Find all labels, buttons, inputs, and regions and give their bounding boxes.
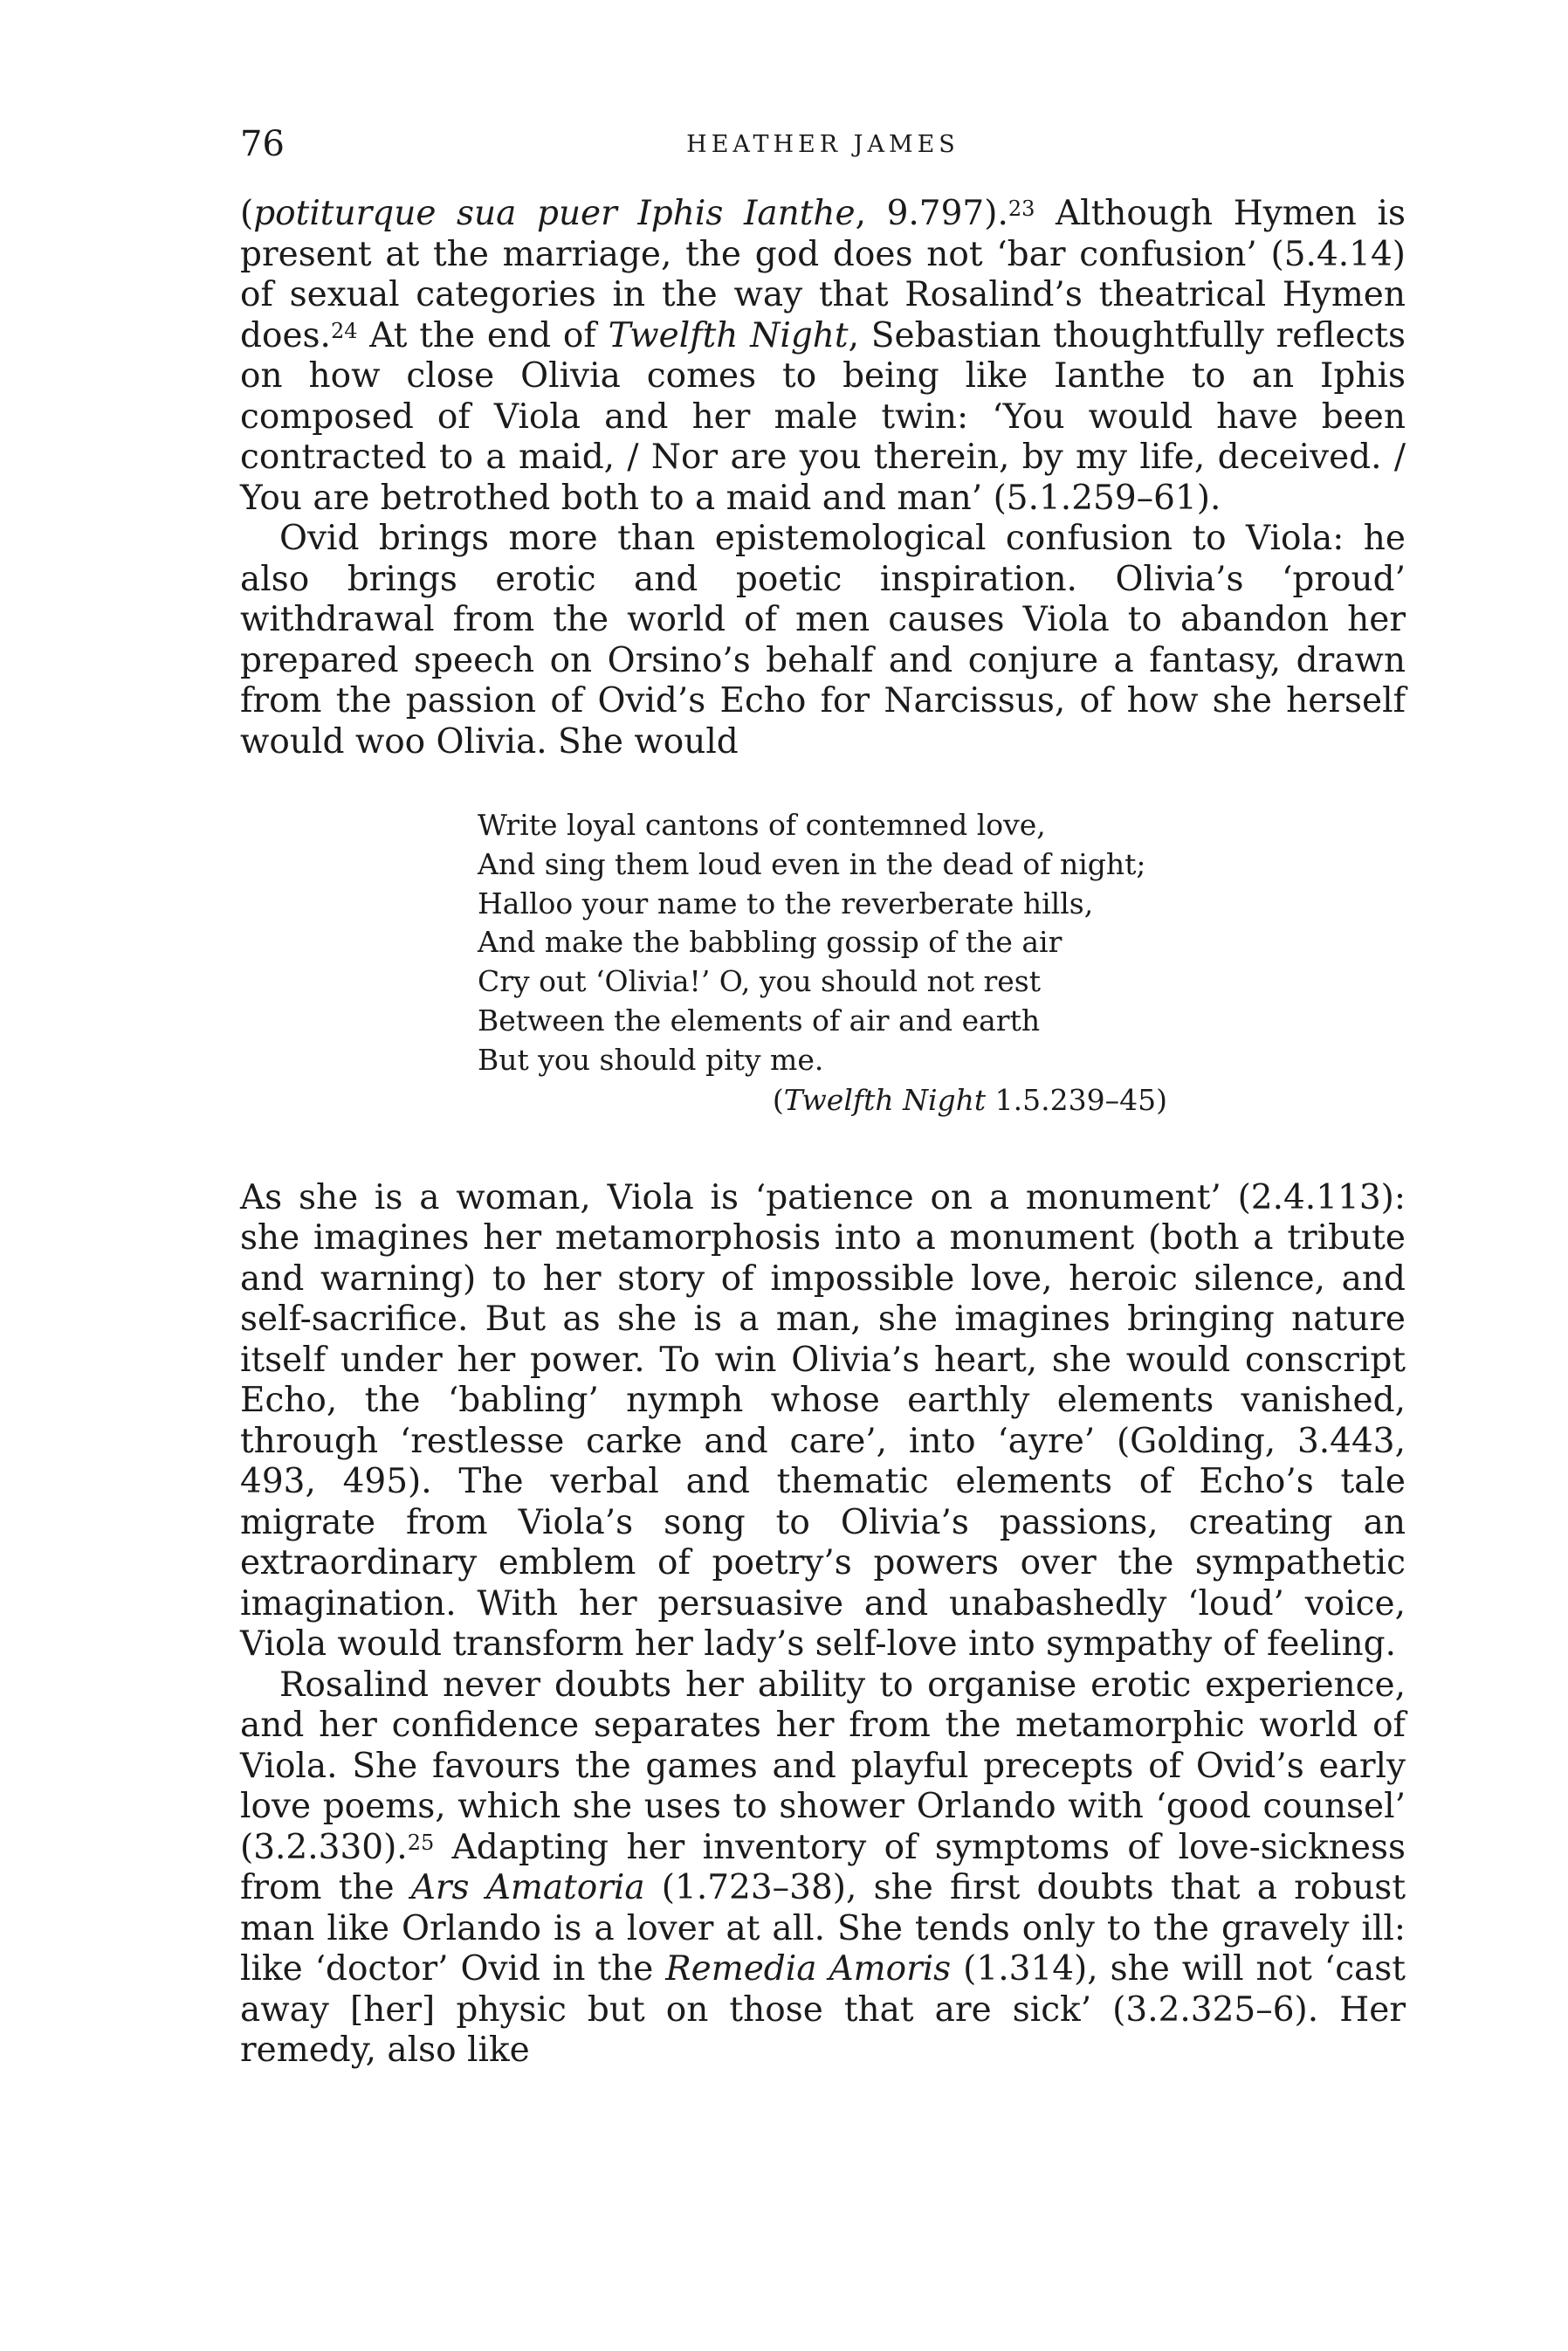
verse-line: And sing them loud even in the dead of night;	[478, 846, 1146, 881]
verse-line: Between the elements of air and earth	[478, 1003, 1041, 1038]
verse-line: Cry out ‘Olivia!’ O, you should not rest	[478, 964, 1041, 999]
footnote-ref-25: 25	[407, 1830, 435, 1855]
paragraph-2: Ovid brings more than epistemological confusion to Viola: he also brings erotic and poetic inspiration. Olivia’s ‘proud’ withdrawal from the world of men causes Viola to abandon her prepared speech on Orsino’s behalf and conjure a fantasy, drawn from the passion of Ovid’s Echo for Narcissus, of how she herself would woo Olivia. She would	[240, 519, 1406, 762]
verse-line: But you should pity me.	[478, 1042, 824, 1077]
page-number: 76	[240, 124, 285, 164]
running-head	[240, 122, 1406, 175]
paragraph-4: Rosalind never doubts her ability to organise erotic experience, and her confidence separates her from the metamorphic world of Viola. She favours the games and playful precepts of Ovid’s early love poems, which she uses to shower Orlando with ‘good counsel’ (3.2.330).$^{25}$ Adapting her inventory of symptoms of love-sickness from the Ars Amatoria (1.723–38), she first doubts that a robust man like Orlando is a lover at all. She tends only to the gravely ill: like ‘doctor’ Ovid in the Remedia Amoris (1.314), she will not ‘cast away [her] physic but on those that are sick’ (3.2.325–6). Her remedy, also like	[240, 1665, 1406, 2071]
footnote-ref-23: 23	[1008, 196, 1035, 221]
running-head-author: HEATHER JAMES	[686, 131, 959, 158]
book-page	[240, 122, 1406, 2072]
verse-quotation	[478, 806, 1167, 1120]
paragraph-1: (potiturque sua puer Iphis Ianthe, 9.797).$^{23}$ Although Hymen is present at the marriage, the god does not ‘bar confusion’ (5.4.14) of sexual categories in the way that Rosalind’s theatrical Hymen does.$^{24}$ At the end of Twelfth Night, Sebastian thoughtfully reflects on how close Olivia comes to being like Ianthe to an Iphis composed of Viola and her male twin: ‘You would have been contracted to a maid, / Nor are you therein, by my life, deceived. / You are betrothed both to a maid and man’ (5.1.259–61).	[240, 194, 1406, 518]
footnote-ref-24: 24	[330, 318, 358, 343]
paragraph-3: As she is a woman, Viola is ‘patience on a monument’ (2.4.113): she imagines her metamorphosis into a monument (both a tribute and warning) to her story of impossible love, heroic silence, and self-sacrifice. But as she is a man, she imagines bringing nature itself under her power. To win Olivia’s heart, she would conscript Echo, the ‘babling’ nymph whose earthly elements vanished, through ‘restlesse carke and care’, into ‘ayre’ (Golding, 3.443, 493, 495). The verbal and thematic elements of Echo’s tale migrate from Viola’s song to Olivia’s passions, creating an extraordinary emblem of poetry’s powers over the sympathetic imagination. With her persuasive and unabashedly ‘loud’ voice, Viola would transform her lady’s self-love into sympathy of feeling.	[240, 1177, 1406, 1665]
verse-line: And make the babbling gossip of the air	[478, 925, 1063, 960]
verse-citation: (Twelfth Night 1.5.239–45)	[772, 1082, 1167, 1117]
verse-line: Halloo your name to the reverberate hills,	[478, 886, 1094, 920]
verse-line: Write loyal cantons of contemned love,	[478, 808, 1046, 842]
